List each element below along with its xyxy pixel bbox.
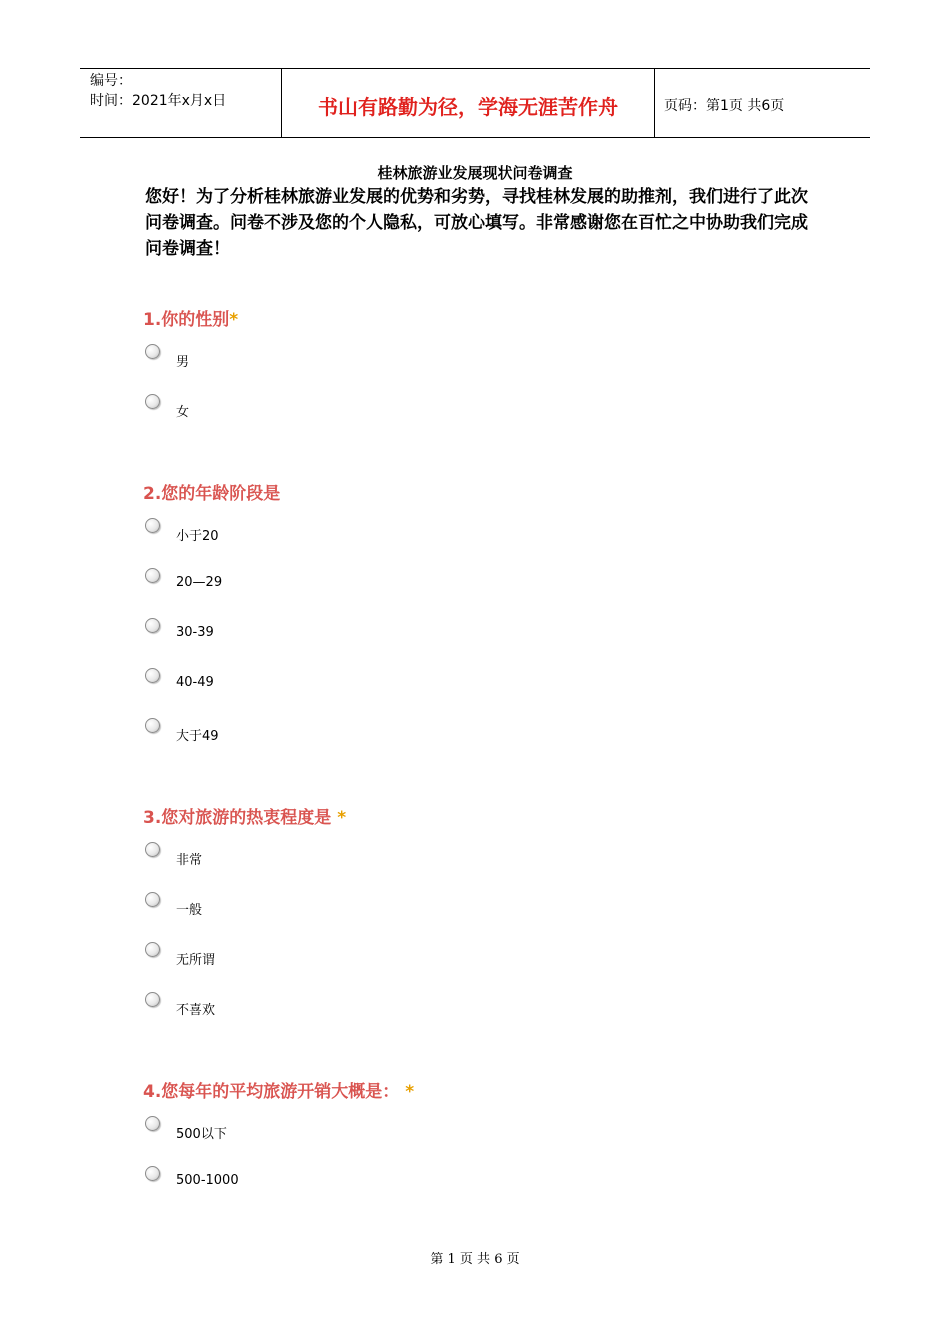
radio-button[interactable]: [145, 1116, 160, 1131]
intro-paragraph: 您好！为了分析桂林旅游业发展的优势和劣势，寻找桂林发展的助推剂，我们进行了此次问卷调查。问卷不涉及您的个人隐私，可放心填写。非常感谢您在百忙之中协助我们完成问卷调查！: [145, 187, 808, 259]
radio-button[interactable]: [145, 718, 160, 733]
page-footer: 第 1 页 共 6 页: [430, 1252, 520, 1267]
required-marker: *: [337, 808, 347, 828]
option-label: 30-39: [176, 625, 214, 640]
option-label: 男: [176, 355, 190, 370]
question-title: 4.您每年的平均旅游开销大概是： *: [143, 1082, 415, 1102]
radio-button[interactable]: [145, 892, 160, 907]
option-item[interactable]: [143, 392, 743, 442]
required-marker: *: [229, 310, 239, 330]
radio-button[interactable]: [145, 344, 160, 359]
option-label: 非常: [176, 853, 203, 868]
radio-button[interactable]: [145, 1166, 160, 1181]
option-label: 500-1000: [176, 1173, 239, 1188]
option-label: 小于20: [176, 529, 219, 544]
radio-button[interactable]: [145, 394, 160, 409]
option-item[interactable]: [143, 342, 743, 392]
number-label: 编号：: [90, 73, 132, 89]
date-label: 时间：2021年x月x日: [90, 93, 227, 109]
option-label: 20—29: [176, 575, 223, 590]
document-title: 桂林旅游业发展现状问卷调查: [377, 164, 573, 182]
radio-button[interactable]: [145, 618, 160, 633]
header-meta: [90, 71, 226, 111]
header-motto: 书山有路勤为径，学海无涯苦作舟: [318, 95, 618, 119]
question-3: [143, 806, 743, 1040]
radio-button[interactable]: [145, 992, 160, 1007]
question-title: 3.您对旅游的热衷程度是 *: [143, 808, 347, 828]
option-label: 40-49: [176, 675, 214, 690]
required-marker: *: [405, 1082, 415, 1102]
option-item[interactable]: [143, 516, 743, 566]
header-page-info: 页码：第1页 共6页: [664, 98, 785, 114]
option-item[interactable]: [143, 890, 743, 940]
option-item[interactable]: [143, 566, 743, 616]
option-item[interactable]: [143, 1114, 743, 1164]
question-2: [143, 482, 743, 766]
radio-button[interactable]: [145, 668, 160, 683]
header-divider: [654, 69, 655, 137]
option-label: 女: [176, 405, 190, 420]
option-label: 大于49: [176, 729, 219, 744]
option-label: 500以下: [176, 1127, 227, 1142]
option-item[interactable]: [143, 716, 743, 766]
option-item[interactable]: [143, 666, 743, 716]
question-title: 2.您的年龄阶段是: [143, 484, 281, 504]
question-1: [143, 308, 743, 442]
radio-button[interactable]: [145, 518, 160, 533]
option-label: 不喜欢: [176, 1003, 216, 1018]
radio-button[interactable]: [145, 842, 160, 857]
radio-button[interactable]: [145, 942, 160, 957]
radio-button[interactable]: [145, 568, 160, 583]
option-item[interactable]: [143, 1164, 743, 1214]
question-4: [143, 1080, 743, 1214]
page-header: [80, 68, 870, 138]
question-title: 1.你的性别*: [143, 310, 239, 330]
option-label: 无所谓: [176, 953, 216, 968]
option-item[interactable]: [143, 940, 743, 990]
option-item[interactable]: [143, 840, 743, 890]
option-item[interactable]: [143, 616, 743, 666]
option-label: 一般: [176, 903, 203, 918]
option-item[interactable]: [143, 990, 743, 1040]
